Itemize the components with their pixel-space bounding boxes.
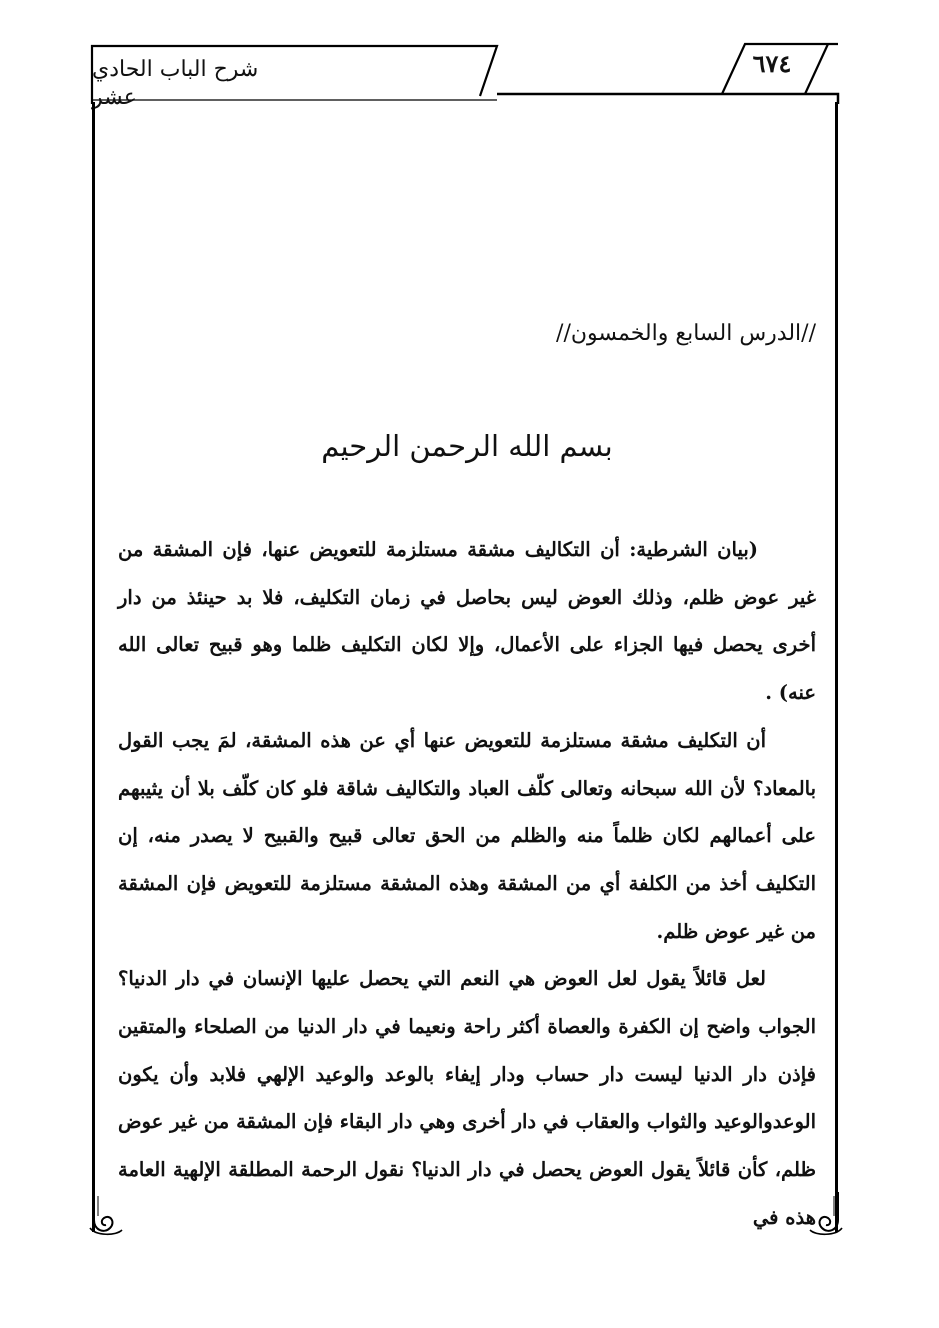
- bottom-left-ornament-icon: [86, 1190, 126, 1236]
- lesson-title: //الدرس السابع والخمسون//: [556, 321, 816, 346]
- paragraph-1: (بيان الشرطية: أن التكاليف مشقة مستلزمة للتعويض عنها، فإن المشقة من غير عوض ظلم، وذلك العوض ليس بحاصل في زمان التكليف، فلا بد حينئذ من دار أخرى يحصل فيها الجزاء على الأعمال، وإلا لكان التكليف ظلما وهو قبيح تعالى الله عنه) .: [118, 538, 816, 705]
- running-header-title: شرح الباب الحادي عشر: [92, 57, 259, 110]
- paragraph-2: أن التكليف مشقة مستلزمة للتعويض عنها أي عن هذه المشقة، لمَ يجب القول بالمعاد؟ لأن الله سبحانه وتعالى كلّف العباد والتكاليف شاقة فلو كان كلّف بلا أن يثيبهم على أعمالهم لكان ظلماً منه والظلم من الحق تعالى قبيح والقبيح لا يصدر منه، إن التكليف أخذ من الكلفة أي من المشقة وهذه المشقة مستلزمة للتعويض فإن المشقة من غير عوض ظلم.: [118, 728, 816, 943]
- page-number: ٦٧٤: [752, 49, 792, 78]
- basmala: بسم الله الرحمن الرحيم: [321, 429, 613, 463]
- paragraph-3: لعل قائلاً يقول لعل العوض هي النعم التي يحصل عليها الإنسان في دار الدنيا؟ الجواب واضح إن الكفرة والعصاة أكثر راحة ونعيما في دار الدنيا من الصلحاء والمتقين فإذن دار الدنيا ليست دار حساب ودار إيفاء بالوعد والوعيد الإلهي فلابد وأن يكون الوعدوالوعيد والثواب والعقاب في دار أخرى وهي دار البقاء فإن المشقة من غير عوض ظلم، كأن قائلاً يقول العوض يحصل في دار الدنيا؟ نقول الرحمة المطلقة الإلهية العامة هذه في: [118, 967, 816, 1229]
- page-body: [118, 318, 816, 1242]
- bottom-right-ornament-icon: [806, 1190, 846, 1236]
